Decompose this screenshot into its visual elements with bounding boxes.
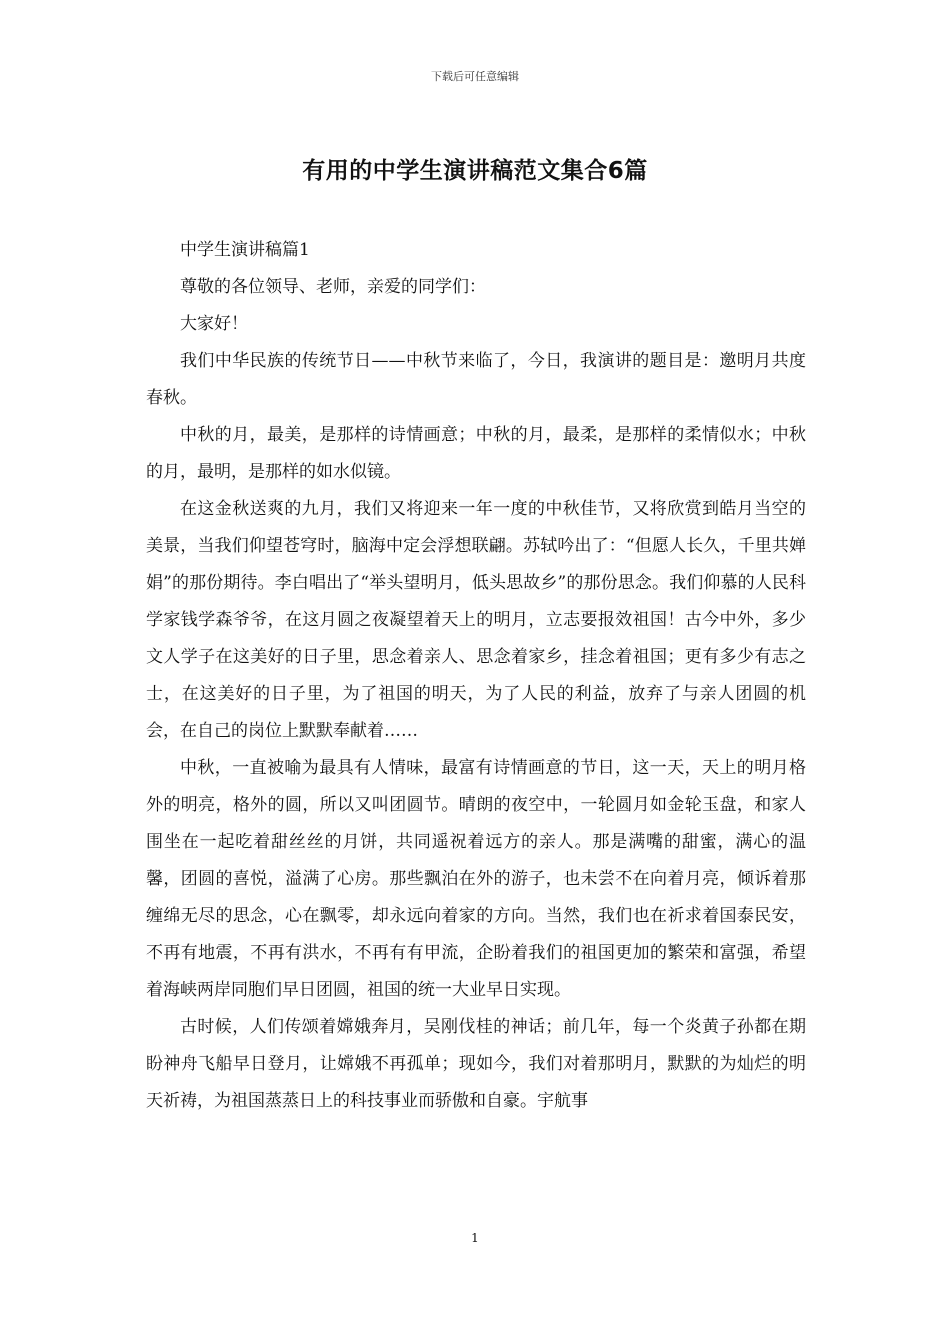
paragraph: 古时候，人们传颂着嫦娥奔月，吴刚伐桂的神话；前几年，每一个炎黄子孙都在期盼神舟飞船早日登月，让嫦娥不再孤单；现如今，我们对着那明月，默默的为灿烂的明天祈祷，为祖国蒸蒸日上的科技事业而骄傲和自豪。宇航事 (146, 1017, 806, 1111)
paragraph: 中秋的月，最美，是那样的诗情画意；中秋的月，最柔，是那样的柔情似水；中秋的月，最明，是那样的如水似镜。 (146, 425, 806, 482)
paragraph: 尊敬的各位领导、老师，亲爱的同学们： (180, 277, 486, 297)
document-body (146, 232, 806, 1120)
page-number: 1 (471, 1231, 479, 1245)
paragraph: 中秋，一直被喻为最具有人情味，最富有诗情画意的节日，这一天，天上的明月格外的明亮，格外的圆，所以又叫团圆节。晴朗的夜空中，一轮圆月如金轮玉盘，和家人围坐在一起吃着甜丝丝的月饼，共同遥祝着远方的亲人。那是满嘴的甜蜜，满心的温馨，团圆的喜悦，溢满了心房。那些飘泊在外的游子，也未尝不在向着月亮，倾诉着那缠绵无尽的思念，心在飘零，却永远向着家的方向。当然，我们也在祈求着国泰民安，不再有地震，不再有洪水，不再有有甲流，企盼着我们的祖国更加的繁荣和富强，希望着海峡两岸同胞们早日团圆，祖国的统一大业早日实现。 (146, 758, 806, 1000)
header-note: 下载后可任意编辑 (431, 70, 519, 83)
paragraph: 大家好！ (180, 314, 248, 334)
document-title: 有用的中学生演讲稿范文集合6篇 (302, 158, 648, 184)
paragraph: 我们中华民族的传统节日——中秋节来临了，今日，我演讲的题目是：邀明月共度春秋。 (146, 351, 806, 408)
paragraph: 中学生演讲稿篇1 (180, 240, 310, 260)
paragraph: 在这金秋送爽的九月，我们又将迎来一年一度的中秋佳节，又将欣赏到皓月当空的美景，当我们仰望苍穹时，脑海中定会浮想联翩。苏轼吟出了：“但愿人长久，千里共婵娟”的那份期待。李白唱出了“举头望明月，低头思故乡”的那份思念。我们仰慕的人民科学家钱学森爷爷，在这月圆之夜凝望着天上的明月，立志要报效祖国！古今中外，多少文人学子在这美好的日子里，思念着亲人、思念着家乡，挂念着祖国；更有多少有志之士，在这美好的日子里，为了祖国的明天，为了人民的利益，放弃了与亲人团圆的机会，在自己的岗位上默默奉献着…… (146, 499, 806, 741)
